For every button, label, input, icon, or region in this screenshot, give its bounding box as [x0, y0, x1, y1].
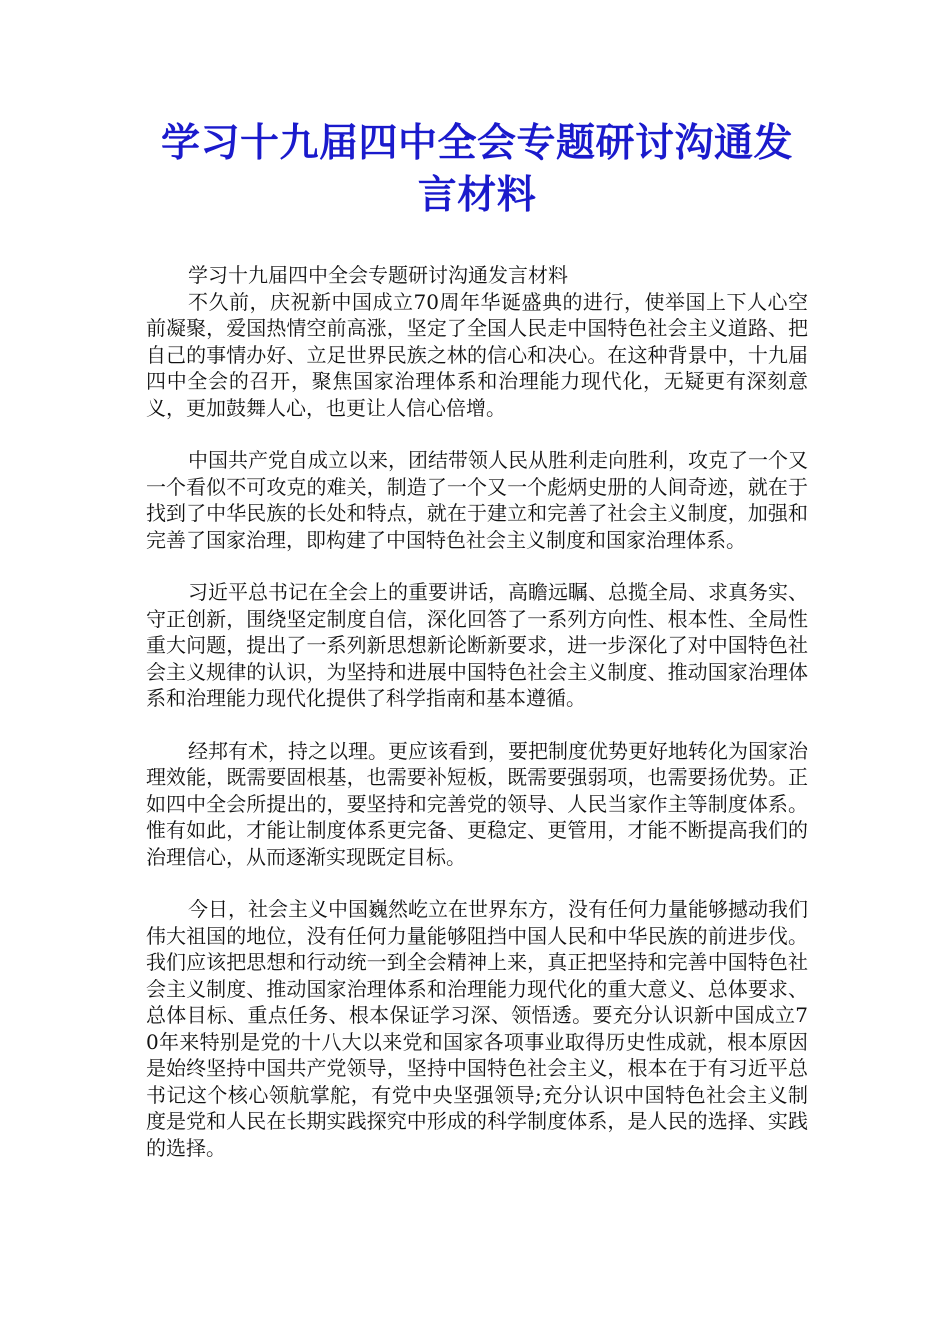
paragraph-5: 今日，社会主义中国巍然屹立在世界东方，没有任何力量能够撼动我们伟大祖国的地位，没有任何力量能够阻挡中国人民和中华民族的前进步伐。我们应该把思想和行动统一到全会精神上来，真正把坚持和完善中国特色社会主义制度、推动国家治理体系和治理能力现代化的重大意义、总体要求、总体目标、重点任务、根本保证学习深、领悟透。要充分认识新中国成立70年来特别是党的十八大以来党和国家各项事业取得历史性成就，根本原因是始终坚持中国共产党领导，坚持中国特色社会主义，根本在于有习近平总书记这个核心领航掌舵，有党中央坚强领导;充分认识中国特色社会主义制度是党和人民在长期实践探究中形成的科学制度体系，是人民的选择、实践的选择。 — [146, 897, 808, 1160]
paragraph-1: 不久前，庆祝新中国成立70周年华诞盛典的进行，使举国上下人心空前凝聚，爱国热情空前高涨，坚定了全国人民走中国特色社会主义道路、把自己的事情办好、立足世界民族之林的信心和决心。在这种背景中，十九届四中全会的召开，聚焦国家治理体系和治理能力现代化，无疑更有深刻意义，更加鼓舞人心，也更让人信心倍增。 — [146, 289, 808, 420]
document-title: 学习十九届四中全会专题研讨沟通发言材料 — [160, 121, 793, 218]
document-page — [146, 118, 808, 1187]
paragraph-4: 经邦有术，持之以理。更应该看到，要把制度优势更好地转化为国家治理效能，既需要固根基，也需要补短板，既需要强弱项，也需要扬优势。正如四中全会所提出的，要坚持和完善党的领导、人民当家作主等制度体系。惟有如此，才能让制度体系更完备、更稳定、更管用，才能不断提高我们的治理信心，从而逐渐实现既定目标。 — [146, 738, 808, 869]
paragraph-2: 中国共产党自成立以来，团结带领人民从胜利走向胜利，攻克了一个又一个看似不可攻克的难关，制造了一个又一个彪炳史册的人间奇迹，就在于找到了中华民族的长处和特点，就在于建立和完善了社会主义制度，加强和完善了国家治理，即构建了中国特色社会主义制度和国家治理体系。 — [146, 448, 808, 552]
paragraph-3: 习近平总书记在全会上的重要讲话，高瞻远瞩、总揽全局、求真务实、守正创新，围绕坚定制度自信，深化回答了一系列方向性、根本性、全局性重大问题，提出了一系列新思想新论断新要求，进一步深化了对中国特色社会主义规律的认识，为坚持和进展中国特色社会主义制度、推动国家治理体系和治理能力现代化提供了科学指南和基本遵循。 — [146, 580, 808, 710]
document-subtitle: 学习十九届四中全会专题研讨沟通发言材料 — [188, 263, 568, 287]
document-body — [146, 289, 808, 1162]
